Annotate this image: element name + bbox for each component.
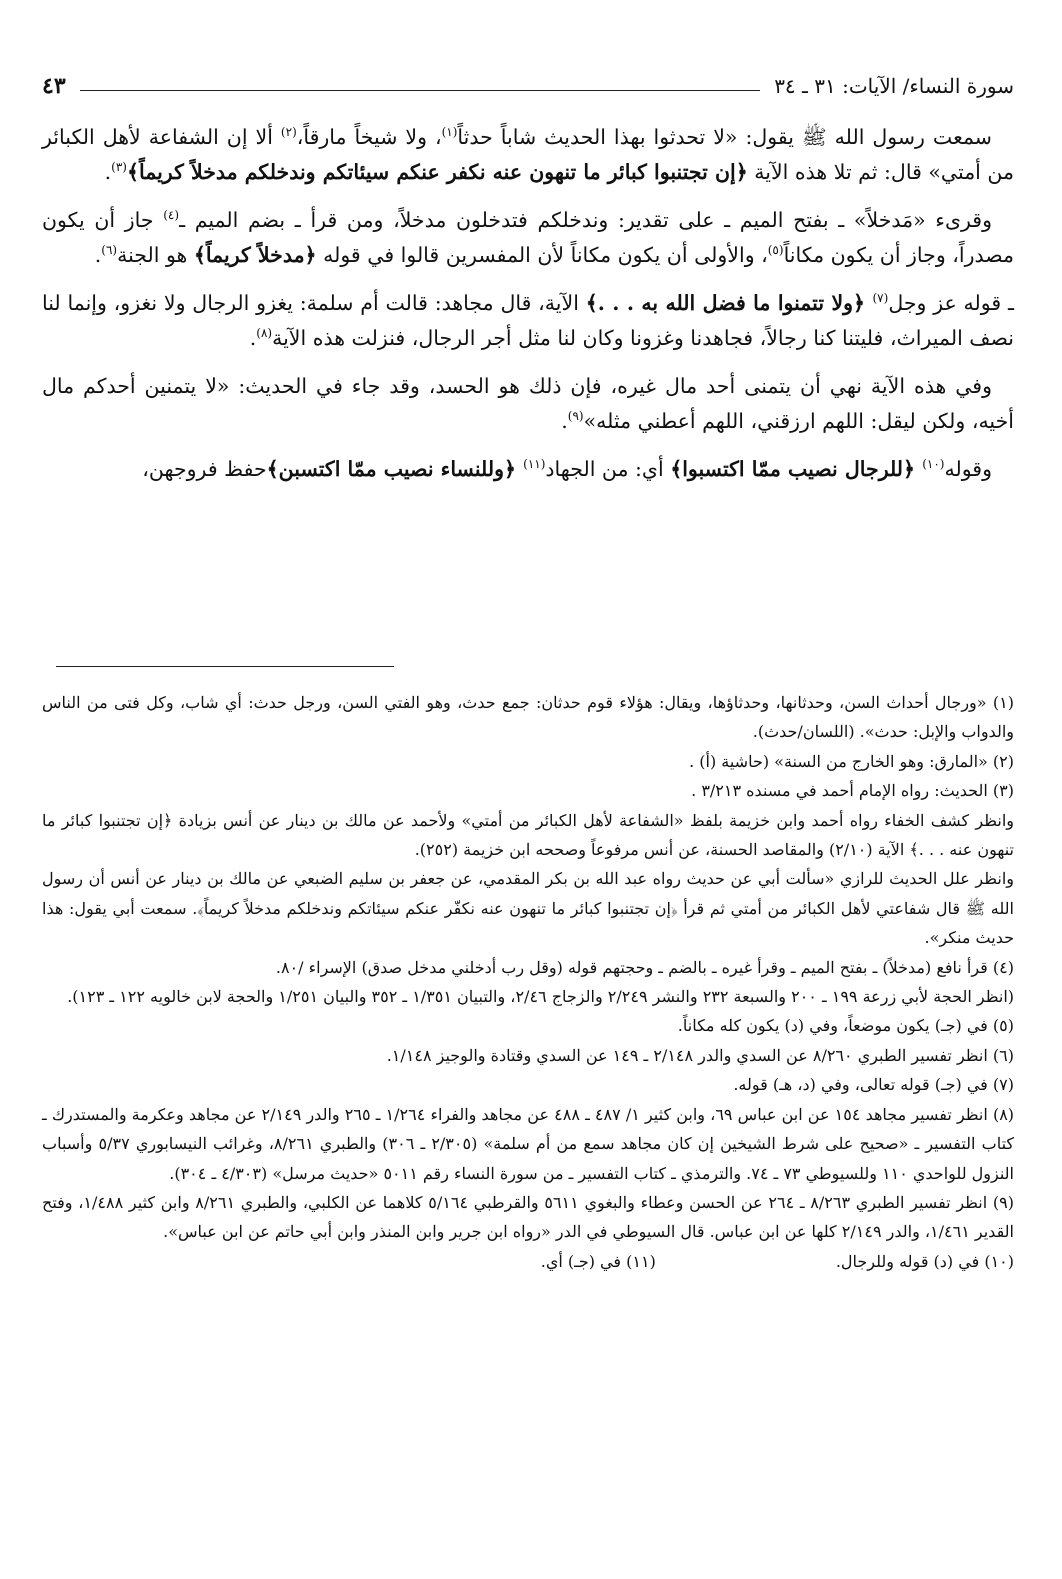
footnote-ref-6: (٦)	[101, 243, 118, 258]
text: ـ قوله عز وجل	[888, 291, 1014, 315]
footnote-7: (٧) في (جـ) قوله تعالى، وفي (د، هـ) قوله.	[733, 1075, 1014, 1095]
footnote-4: (٤) قرأ نافع (مدخلاً) ـ بفتح الميم ـ وقرأ غيره ـ بالضم ـ وحجتهم قوله (وقل رب أدخلني مدخل صدق) الإسراء /٨٠.	[275, 957, 1014, 977]
header-rule	[80, 90, 761, 91]
page-header	[42, 66, 1014, 106]
footnote-10: (١٠) في (د) قوله وللرجال.	[835, 1251, 1014, 1271]
quran-verse: ﴿للرجال نصيب ممّا اكتسبوا﴾	[670, 457, 923, 481]
footnote-ref-8: (٨)	[256, 326, 273, 341]
footnote-3: (٣) الحديث: رواه الإمام أحمد في مسنده ٣/٢١٣ .	[691, 781, 1014, 801]
footnote-5: (٥) في (جـ) يكون موضعاً، وفي (د) يكون كله مكاناً.	[677, 1016, 1014, 1036]
paragraph-5	[42, 452, 1014, 487]
text: سمعت رسول الله ﷺ يقول: «لا تحدثوا بهذا الحديث شاباً حدثاً	[457, 125, 992, 149]
footnote-2: (٢) «المارق: وهو الخارج من السنة» (حاشية (أ) .	[689, 751, 1014, 771]
footnotes	[42, 688, 1014, 1276]
text: الآية، قال مجاهد: قالت أم سلمة: يغزو الرجال ولا نغزو، وإنما لنا نصف الميراث، فليتنا كنا رجالاً، فجاهدنا وغزونا وكان لنا مثل أجر الرجال، فنزلت هذه الآية	[42, 291, 1014, 350]
text: ، ولا شيخاً مارقاً،	[296, 125, 442, 149]
text: ، والأولى أن يكون مكاناً لأن المفسرين قالوا في قوله	[323, 243, 768, 267]
footnote-ref-11: (١١)	[523, 457, 546, 472]
text: وفي هذه الآية نهي أن يتمنى أحد مال غيره، فإن ذلك هو الحسد، وقد جاء في الحديث: «لا يتمنين أحدكم مال أخيه، ولكن ليقل: اللهم ارزقني، اللهم أعطني مثله»	[42, 374, 1014, 433]
quran-verse: ﴿ولا تتمنوا ما فضل الله به . . .﴾	[585, 291, 873, 315]
footnote-11: (١١) في (جـ) أي.	[540, 1251, 656, 1271]
footnote-9: (٩) انظر تفسير الطبري ٨/٢٦٣ ـ ٢٦٤ عن الحسن وعطاء والبغوي ٥٦١١ والقرطبي ٥/١٦٤ كلاهما عن الكلبي، والطبري ٨/٢٦١ وابن كثير ١/٤٨٨، وفتح القدير ١/٤٦١، والدر ٢/١٤٩ كلها عن ابن عباس. قال السيوطي في الدر «رواه ابن جرير وابن المنذر وابن أبي حاتم عن ابن عباس».	[42, 1192, 1015, 1242]
quran-verse: ﴿وللنساء نصيب ممّا اكتسبن﴾	[266, 457, 524, 481]
footnote-4-continuation: (انظر الحجة لأبي زرعة ١٩٩ ـ ٢٠٠ والسبعة ٢٣٢ والنشر ٢/٢٤٩ والزجاج ٢/٤٦، والتبيان ١/٣٥١ ـ ٣٥٢ والبيان ١/٢٥١ والحجة لابن خالويه ١٢٢ ـ ١٢٣).	[67, 987, 1014, 1007]
footnote-3-continuation: وانظر علل الحديث للرازي «سألت أبي عن حديث رواه عبد الله بن بكر المقدمي، عن جعفر بن سليم الضبعي عن مالك بن دينار عن أنس أن رسول الله ﷺ قال شفاعتي لأهل الكبائر من أمتي ثم قرأ ﴿إن تجتنبوا كبائر ما تنهون عنه نكفّر عنكم سيئاتكم وندخلكم مدخلاً كريماً﴾. سمعت أبي يقول: هذا حديث منكر».	[42, 869, 1014, 948]
footnote-ref-9: (٩)	[567, 409, 584, 424]
text: .	[94, 243, 102, 267]
text: وقرىء «مَدخلاً» ـ بفتح الميم ـ على تقدير: وندخلكم فتدخلون مدخلاً، ومن قرأ ـ بضم الميم ـ	[179, 208, 992, 232]
page-number: ٤٣	[42, 73, 66, 99]
footnote-row	[42, 1247, 1014, 1276]
footnote-ref-10: (١٠)	[922, 457, 945, 472]
text: .	[249, 326, 257, 350]
footnote-ref-7: (٧)	[872, 291, 889, 306]
text: حفظ فروجهن،	[142, 457, 267, 481]
text: .	[104, 160, 112, 184]
text: أي: من الجهاد	[545, 457, 671, 481]
text: .	[561, 409, 568, 433]
footnote-3-continuation: وانظر كشف الخفاء رواه أحمد وابن خزيمة بلفظ «الشفاعة لأهل الكبائر من أمتي» ولأحمد عن مالك بن دينار عن أنس بزيادة ﴿إن تجتنبوا كبائر ما تنهون عنه . . .﴾ الآية (٢/١٠) والمقاصد الحسنة، عن أنس مرفوعاً وصححه ابن خزيمة (٢٥٢).	[42, 810, 1014, 860]
footnote-ref-3: (٣)	[111, 160, 127, 175]
footnote-separator	[56, 666, 394, 667]
footnote-8: (٨) انظر تفسير مجاهد ١٥٤ عن ابن عباس ٦٩، وابن كثير ١/ ٤٨٧ ـ ٤٨٨ عن مجاهد والفراء ١/٢٦٤ ـ ٢٦٥ والدر ٢/١٤٩ عن مجاهد وعكرمة والمستدرك ـ كتاب التفسير ـ «صحيح على شرط الشيخين إن كان مجاهد سمع من أم سلمة» (٢/٣٠٥ ـ ٣٠٦) والطبري ٨/٢٦١، وغرائب النيسابوري ٥/٣٧ وأسباب النزول للواحدي ١١٠ وللسيوطي ٧٣ ـ ٧٤. والترمذي ـ كتاب التفسير ـ من سورة النساء رقم ٥٠١١ «حديث مرسل» (٤/٣٠٣ ـ ٣٠٤).	[42, 1104, 1015, 1183]
text: ألا إن الشفاعة لأهل الكبائر من أمتي» قال: ثم تلا هذه الآية	[42, 125, 1014, 184]
footnote-ref-5: (٥)	[767, 243, 784, 258]
text: هو الجنة	[117, 243, 194, 267]
running-title: سورة النساء/ الآيات: ٣١ ـ ٣٤	[774, 74, 1014, 98]
footnote-ref-4: (٤)	[163, 208, 180, 223]
footnote-ref-2: (٢)	[280, 125, 297, 140]
footnote-6: (٦) انظر تفسير الطبري ٨/٢٦٠ عن السدي والدر ٢/١٤٨ ـ ١٤٩ عن السدي وقتادة والوجيز ١/١٤٨.	[386, 1045, 1014, 1065]
quran-verse: ﴿إن تجتنبوا كبائر ما تنهون عنه نكفر عنكم سيئاتكم وندخلكم مدخلاً كريماً﴾	[126, 160, 748, 184]
text: جاز أن يكون مصدراً، وجاز أن يكون مكاناً	[42, 208, 1014, 267]
footnote-ref-1: (١)	[441, 125, 458, 140]
paragraph-2	[42, 203, 1014, 273]
quran-verse: ﴿مدخلاً كريماً﴾	[193, 243, 317, 267]
paragraph-1	[42, 120, 1014, 190]
footnote-1: (١) «ورجال أحداث السن، وحدثانها، وحدثاؤها، ويقال: هؤلاء قوم حدثان: جمع حدث، وهو الفتي السن، ورجل حدث: أي شاب، وكل فتى من الناس والدواب والإبل: حدث». (اللسان/حدث).	[42, 693, 1014, 742]
paragraph-4	[42, 369, 1014, 439]
text: وقوله	[944, 457, 992, 481]
paragraph-3	[42, 286, 1014, 356]
main-text	[42, 120, 1014, 500]
